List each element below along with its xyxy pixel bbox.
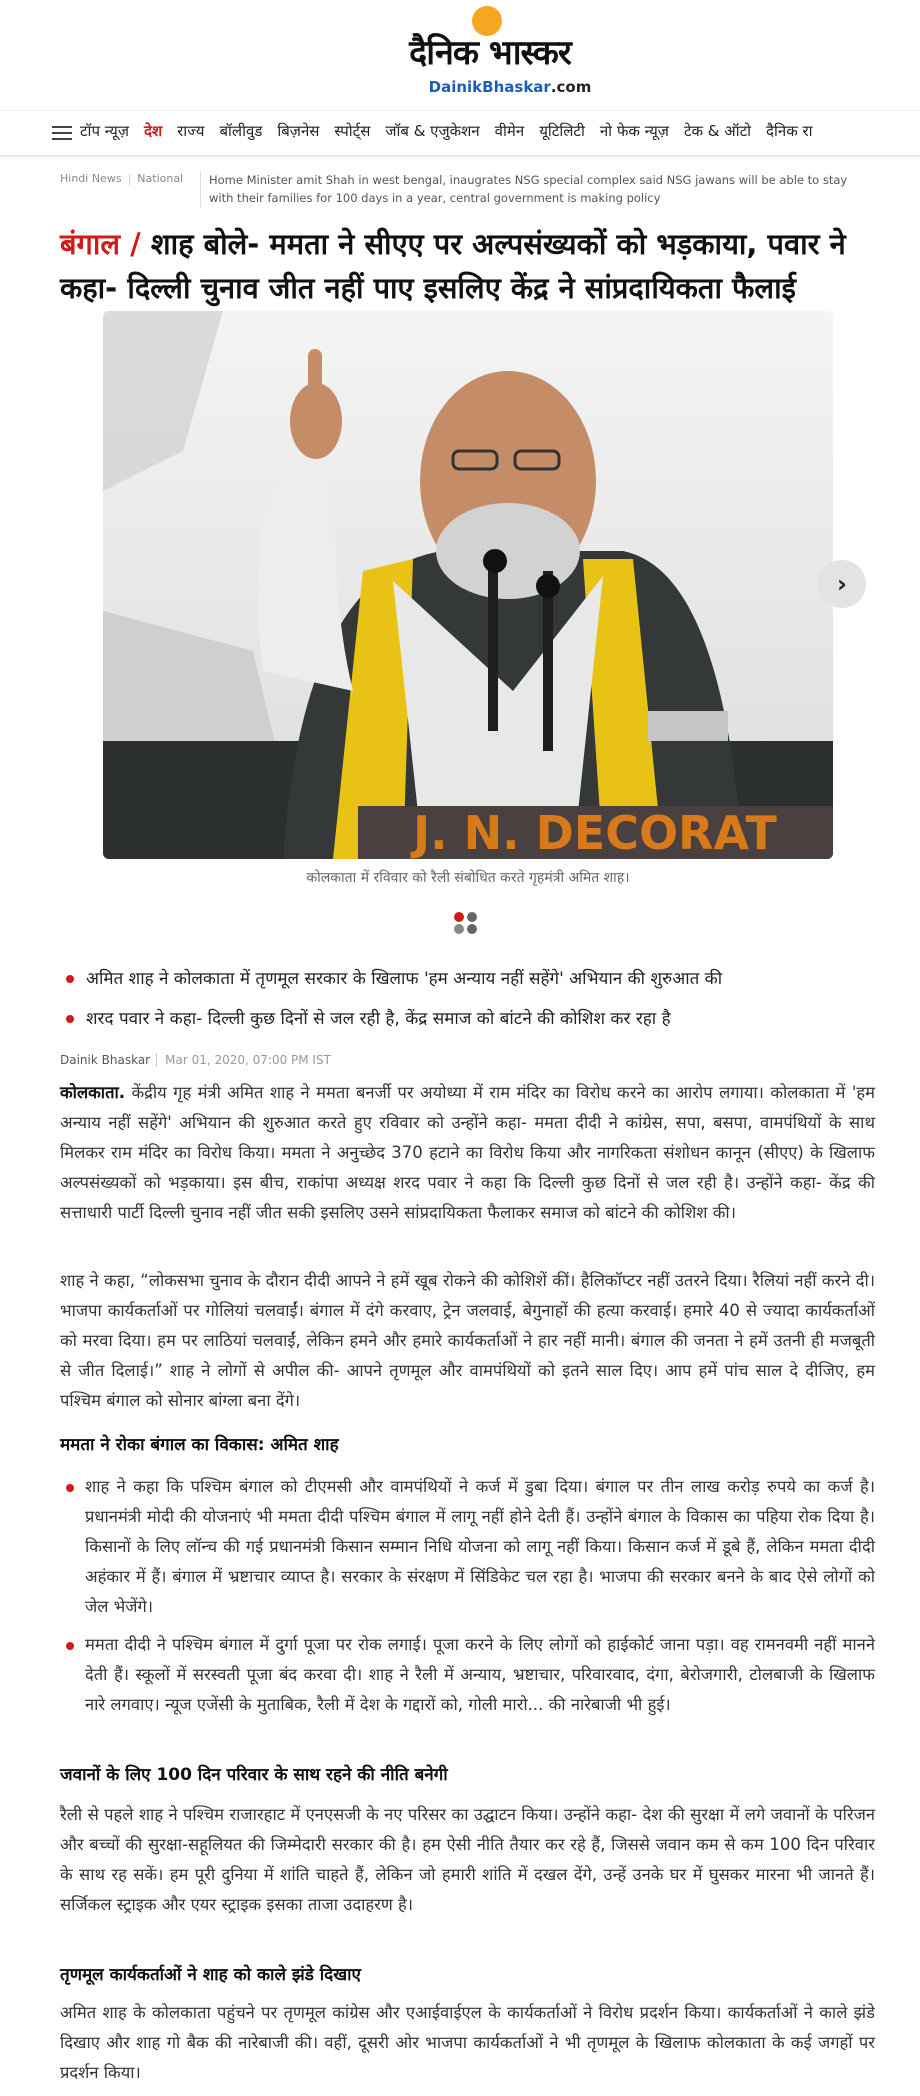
highlight-item — [60, 966, 890, 992]
teaser-text[interactable]: Home Minister amit Shah in west bengal, inaugrates NSG special complex said NSG jawans will be able to stay with their families for 100 days in a year, central government is making policy — [200, 171, 869, 207]
headline-text: शाह बोले- ममता ने सीएए पर अल्पसंख्यकों को भड़काया, पवार ने कहा- दिल्ली चुनाव जीत नहीं पाए इसलिए केंद्र ने सांप्रदायिकता फैलाई — [60, 227, 846, 305]
chevron-right-icon: › — [837, 570, 847, 598]
carousel-dot-4[interactable] — [467, 924, 477, 934]
article-paragraph: रैली से पहले शाह ने पश्चिम राजारहाट में एनएसजी के नए परिसर का उद्घाटन किया। उन्होंने कहा- देश की सुरक्षा में लगे जवानों के परिजन और बच्चों की सुरक्षा-सहूलियत की जिम्मेदारी सरकार की है। हम ऐसी नीति तैयार कर रहे हैं, जिससे जवान कम से कम 100 दिन परिवार के साथ रह सकें। हम पूरी दुनिया में शांति चाहते हैं, लेकिन जो हमारी शांति में दखल देंगे, उन्हें उनके घर में घुसकर मारना भी जानते हैं। सर्जिकल स्ट्राइक और एयर स्ट्राइक इसका ताजा उदाहरण है। — [60, 1805, 875, 1914]
article-meta — [60, 1053, 331, 1067]
carousel-next-button[interactable] — [818, 560, 866, 608]
carousel-dots — [454, 910, 484, 934]
nav-item[interactable]: टॉप न्यूज़ — [80, 122, 129, 140]
nav-items — [80, 121, 828, 141]
nav-item[interactable]: बिज़नेस — [277, 122, 320, 140]
hamburger-icon[interactable] — [52, 126, 72, 140]
bullet-text: ममता दीदी ने पश्चिम बंगाल में दुर्गा पूजा पर रोक लगाई। पूजा करने के लिए लोगों को हाईकोर्ट जाना पड़ा। वह रामनवमी नहीं मानने देती हैं। स्कूलों में सरस्वती पूजा बंद करवा दी। शाह ने रैली में अन्याय, भ्रष्टाचार, परिवारवाद, दंगा, बेरोजगारी, टोलबाजी के खिलाफ नारे लगवाए। न्यूज एजेंसी के मुताबिक, रैली में देश के गद्दारों को, गोली मारो... की नारेबाजी भी हुई। — [85, 1635, 875, 1714]
breadcrumb-root[interactable]: Hindi News — [60, 172, 122, 185]
main-nav — [0, 110, 920, 156]
hero-photo — [103, 311, 833, 859]
nav-item[interactable]: जॉब & एजुकेशन — [385, 122, 480, 140]
brand-domain-name: DainikBhaskar — [428, 78, 551, 96]
article-paragraph: शाह ने कहा, “लोकसभा चुनाव के दौरान दीदी आपने ने हमें खूब रोकने की कोशिशें कीं। हैलिकॉप्टर नहीं उतरने दिया। रैलियां नहीं करने दी। भाजपा कार्यकर्ताओं पर गोलियां चलवाईं। बंगाल में दंगे करवाए, ट्रेन जलवाई, बेगुनाहों की हत्या करवाई। हमारे 40 से ज्यादा कार्यकर्ताओं को मरवा दिया। हम पर लाठियां चलवाईं, लेकिन हमने और हमारे कार्यकर्ताओं ने हार नहीं मानी। बंगाल की जनता ने हमें उतनी ही मजबूती से जीत दिलाई।” शाह ने लोगों से अपील की- आपने तृणमूल और वामपंथियों को इतने साल दिए। आप हमें पांच साल दे दीजिए, हम पश्चिम बंगाल को सोनार बांग्ला बना देंगे। — [60, 1271, 875, 1410]
highlight-text: अमित शाह ने कोलकाता में तृणमूल सरकार के खिलाफ 'हम अन्याय नहीं सहेंगे' अभियान की शुरुआत की — [86, 969, 723, 989]
nav-item[interactable]: देश — [144, 122, 163, 140]
brand-logo[interactable]: दैनिक भास्कर — [409, 33, 571, 73]
highlight-text: शरद पवार ने कहा- दिल्ली कुछ दिनों से जल रही है, केंद्र समाज को बांटने की कोशिश कर रहा है — [86, 1009, 671, 1029]
paragraph-text: केंद्रीय गृह मंत्री अमित शाह ने ममता बनर्जी पर अयोध्या में राम मंदिर का विरोध करने का आरोप लगाया। कोलकाता में 'हम अन्याय नहीं सहेंगे' अभियान की शुरुआत करते हुए रविवार को उन्होंने कहा- ममता दीदी ने कांग्रेस, सपा, बसपा, वामपंथियों के साथ मिलकर राम मंदिर का विरोध किया। ममता ने अनुच्छेद 370 हटाने का विरोध किया और नागरिकता संशोधन कानून (सीएए) के खिलाफ अल्पसंख्यकों को भड़काया। इस बीच, राकांपा अध्यक्ष शरद पवार ने कहा कि दिल्ली कुछ दिनों से जल रही है। उन्होंने कहा- केंद्र की सत्ताधारी पार्टी दिल्ली चुनाव नहीं जीत सकी इसलिए उसने सांप्रदायिकता फैलाकर समाज को बांटने की कोशिश की। — [60, 1083, 875, 1222]
article-date: Mar 01, 2020, 07:00 PM IST — [156, 1053, 331, 1067]
nav-item[interactable]: वीमेन — [494, 122, 525, 140]
article-source[interactable]: Dainik Bhaskar — [60, 1053, 151, 1067]
section-heading: ममता ने रोका बंगाल का विकास: अमित शाह — [60, 1435, 339, 1455]
article-bullet — [60, 1472, 875, 1622]
hero-image — [103, 311, 833, 859]
brand-domain-tld: .com — [550, 78, 592, 96]
breadcrumb-section[interactable]: National — [137, 172, 184, 185]
page-title — [60, 222, 880, 310]
nav-item[interactable]: नो फेक न्यूज़ — [599, 122, 669, 140]
carousel-dot-2[interactable] — [467, 912, 477, 922]
sun-logo-icon — [472, 6, 502, 36]
nav-item[interactable]: स्पोर्ट्स — [334, 122, 371, 140]
highlight-item — [60, 1006, 890, 1032]
nav-item[interactable]: राज्य — [177, 122, 205, 140]
headline-category[interactable]: बंगाल / — [60, 227, 141, 261]
image-caption: कोलकाता में रविवार को रैली संबोधित करते गृहमंत्री अमित शाह। — [306, 870, 630, 886]
carousel-dot-3[interactable] — [454, 924, 464, 934]
article-paragraph — [60, 1078, 875, 1228]
nav-item[interactable]: दैनिक रा — [766, 122, 813, 140]
breadcrumb: Hindi News | National — [60, 172, 184, 185]
nav-item[interactable]: यूटिलिटी — [539, 122, 585, 140]
nav-item[interactable]: टेक & ऑटो — [683, 122, 752, 140]
section-heading: तृणमूल कार्यकर्ताओं ने शाह को काले झंडे दिखाए — [60, 1965, 361, 1985]
article-bullet — [60, 1630, 875, 1720]
section-heading: जवानों के लिए 100 दिन परिवार के साथ रहने की नीति बनेगी — [60, 1765, 448, 1785]
site-header — [0, 0, 920, 104]
nav-item[interactable]: बॉलीवुड — [219, 122, 263, 140]
dateline: कोलकाता. — [60, 1083, 126, 1102]
banner-text: J. N. DECORAT — [413, 806, 777, 859]
brand-domain[interactable] — [420, 78, 600, 96]
article-paragraph: अमित शाह के कोलकाता पहुंचने पर तृणमूल कांग्रेस और एआईवाईएल के कार्यकर्ताओं ने विरोध प्रदर्शन किया। कार्यकर्ताओं ने काले झंडे दिखाए और शाह गो बैक की नारेबाजी की। वहीं, दूसरी ओर भाजपा कार्यकर्ताओं ने भी तृणमूल के खिलाफ कोलकाता के कई जगहों पर प्रदर्शन किया। — [60, 2003, 875, 2082]
carousel-dot-1[interactable] — [454, 912, 464, 922]
bullet-text: शाह ने कहा कि पश्चिम बंगाल को टीएमसी और वामपंथियों ने कर्ज में डुबा दिया। बंगाल पर तीन लाख करोड़ रुपये का कर्ज है। प्रधानमंत्री मोदी की योजनाएं भी ममता दीदी पश्चिम बंगाल में लागू नहीं होने देती हैं। उन्होंने बंगाल के विकास का पहिया रोक दिया है। किसानों के लिए लॉन्च की गई प्रधानमंत्री किसान सम्मान निधि योजना को लागू नहीं किया। किसान कर्ज में डूबे हैं, लेकिन ममता दीदी अहंकार में हैं। बंगाल में भ्रष्टाचार व्याप्त है। सरकार के संरक्षण में सिंडिकेट चल रहा है। भाजपा की सरकार बनने के बाद ऐसे लोगों को जेल भेजेंगे। — [85, 1477, 875, 1616]
